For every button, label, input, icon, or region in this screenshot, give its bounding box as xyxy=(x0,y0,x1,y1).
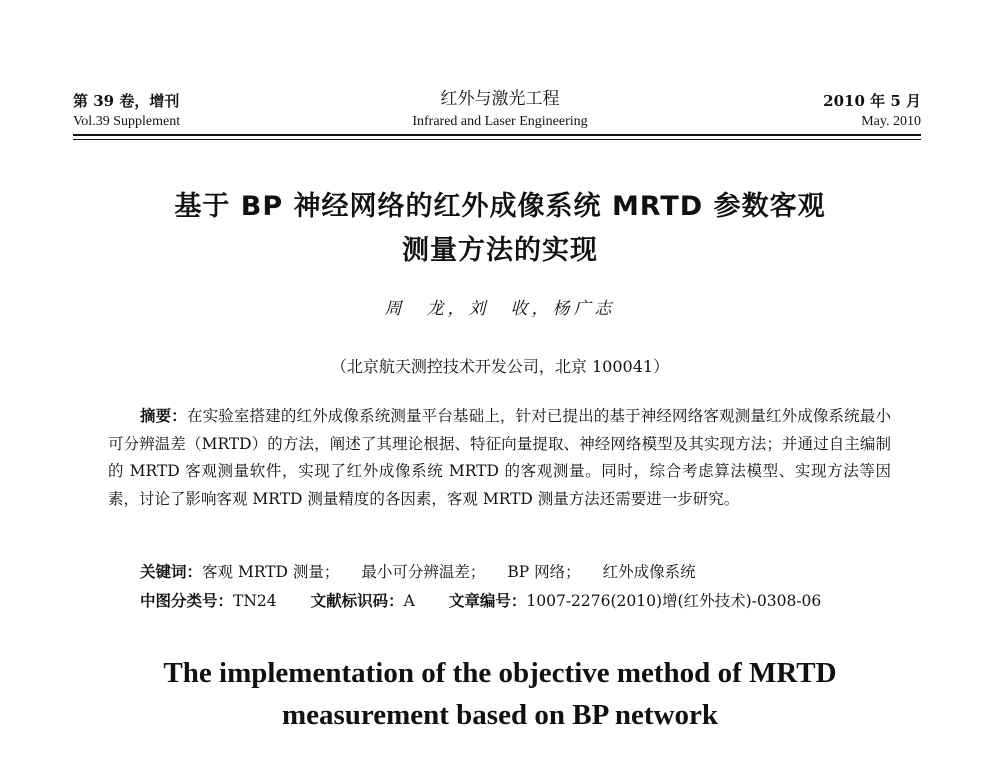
affiliation: （北京航天测控技术开发公司，北京 100041） xyxy=(330,357,670,376)
keywords xyxy=(140,560,696,584)
keyword-item: BP 网络； xyxy=(507,563,581,581)
header-journal-en: Infrared and Laser Engineering xyxy=(412,114,588,129)
article-number-value: 1007-2276(2010)增(红外技术)-0308-06 xyxy=(526,592,822,610)
authors: 周 龙，刘 收，杨广志 xyxy=(384,299,616,319)
chinese-title-line-2: 测量方法的实现 xyxy=(402,235,598,266)
chinese-title-line-1: 基于 BP 神经网络的红外成像系统 MRTD 参数客观 xyxy=(174,191,826,222)
abstract-text: 在实验室搭建的红外成像系统测量平台基础上，针对已提出的基于神经网络客观测量红外成像系统最小可分辨温差（MRTD）的方法，阐述了其理论根据、特征向量提取、神经网络模型及其实现方法；并通过自主编制的 MRTD 客观测量软件，实现了红外成像系统 MRTD 的客观测量。同时，综合考虑算法模型、实现方法等因素，讨论了影响客观 MRTD 测量精度的各因素，客观 MRTD 测量方法还需要进一步研究。 xyxy=(108,407,891,508)
english-title xyxy=(0,652,1000,736)
abstract xyxy=(108,403,891,513)
keyword-item: 最小可分辨温差； xyxy=(361,563,486,581)
header-volume-en: Vol.39 Supplement xyxy=(73,114,181,129)
chinese-title xyxy=(0,185,1000,273)
keywords-label: 关键词： xyxy=(140,563,203,581)
keyword-item: 红外成像系统 xyxy=(602,563,696,581)
article-number-label: 文章编号： xyxy=(448,592,527,610)
header-rule-thin xyxy=(73,139,921,140)
english-title-line-2: measurement based on BP network xyxy=(281,699,719,731)
classification-line xyxy=(140,589,821,613)
header-volume-cn: 第 39 卷，增刊 xyxy=(73,92,180,110)
header-date-en: May. 2010 xyxy=(861,114,921,129)
doc-code-label: 文献标识码： xyxy=(310,592,404,610)
doc-code-value: A xyxy=(403,592,415,610)
clc-label: 中图分类号： xyxy=(140,592,234,610)
header-date-cn: 2010 年 5 月 xyxy=(823,92,921,110)
abstract-label: 摘要： xyxy=(140,407,187,425)
header-journal-cn: 红外与激光工程 xyxy=(440,89,560,109)
keyword-item: 客观 MRTD 测量； xyxy=(202,563,340,581)
english-title-line-1: The implementation of the objective method of MRTD xyxy=(163,657,837,689)
header-rule-thick xyxy=(73,134,921,136)
abstract-paragraph xyxy=(108,403,891,513)
clc-value: TN24 xyxy=(233,592,277,610)
